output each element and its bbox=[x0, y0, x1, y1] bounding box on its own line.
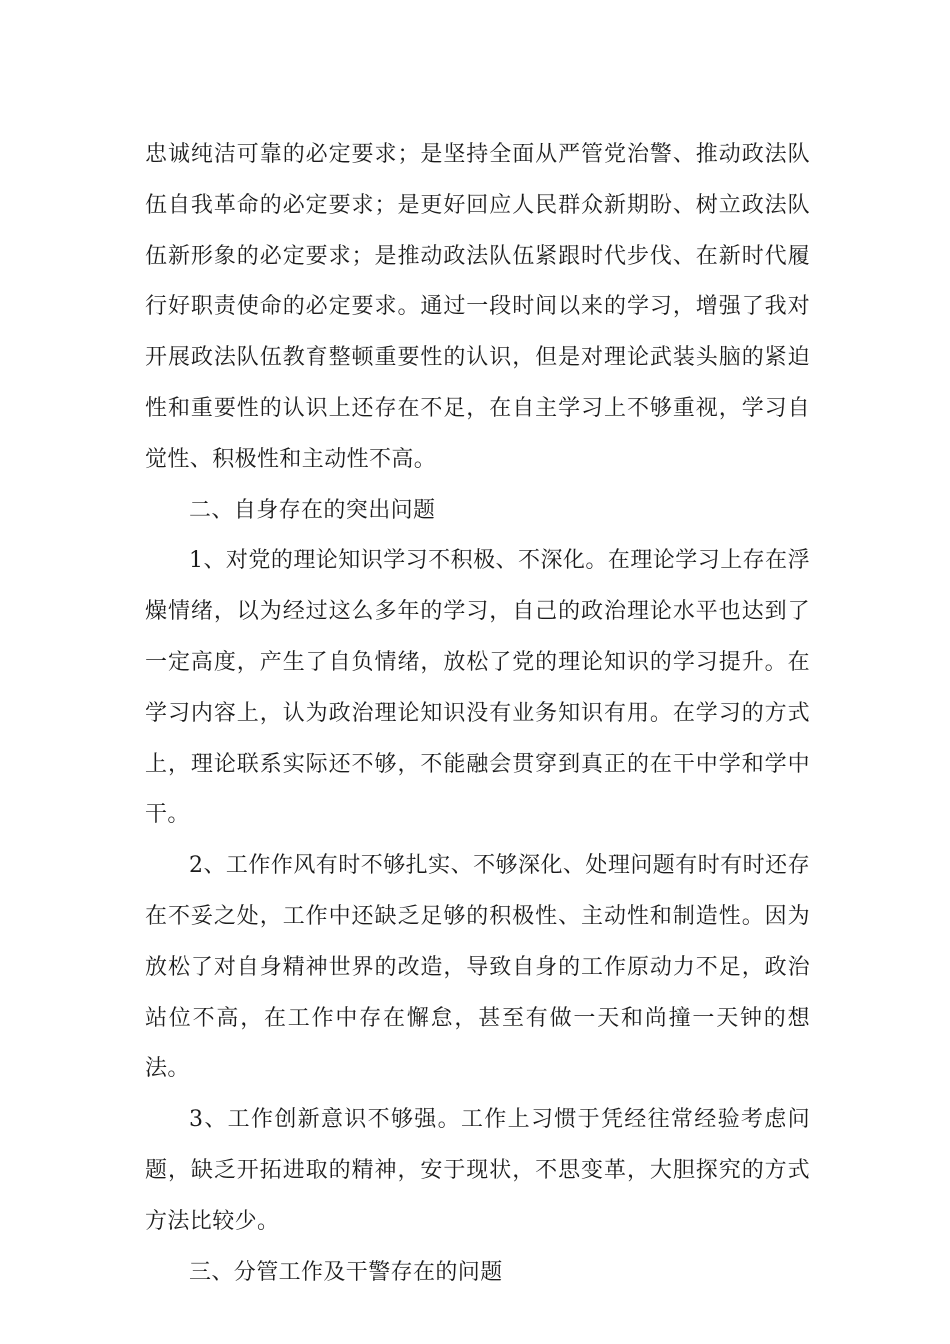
paragraph-item-3: 3、工作创新意识不够强。工作上习惯于凭经往常经验考虑问题，缺乏开拓进取的精神，安于现状，不思变革，大胆探究的方式方法比较少。 bbox=[145, 1107, 810, 1234]
paragraph-item-2: 2、工作作风有时不够扎实、不够深化、处理问题有时有时还存在不妥之处，工作中还缺乏足够的积极性、主动性和制造性。因为放松了对自身精神世界的改造，导致自身的工作原动力不足，政治站位不高，在工作中存在懈怠，甚至有做一天和尚撞一天钟的想法。 bbox=[145, 853, 810, 1082]
paragraph-item-1: 1、对党的理论知识学习不积极、不深化。在理论学习上存在浮燥情绪，以为经过这么多年的学习，自己的政治理论水平也达到了一定高度，产生了自负情绪，放松了党的理论知识的学习提升。在学习内容上，认为政治理论知识没有业务知识有用。在学习的方式上，理论联系实际还不够，不能融会贯穿到真正的在干中学和学中干。 bbox=[145, 548, 810, 828]
section-heading-3: 三、分管工作及干警存在的问题 bbox=[189, 1259, 503, 1285]
document-body bbox=[145, 130, 810, 1298]
paragraph-continued: 忠诚纯洁可靠的必定要求；是坚持全面从严管党治警、推动政法队伍自我革命的必定要求；是更好回应人民群众新期盼、树立政法队伍新形象的必定要求；是推动政法队伍紧跟时代步伐、在新时代履行好职责使命的必定要求。通过一段时间以来的学习，增强了我对开展政法队伍教育整顿重要性的认识，但是对理论武装头脑的紧迫性和重要性的认识上还存在不足，在自主学习上不够重视，学习自觉性、积极性和主动性不高。 bbox=[145, 142, 810, 472]
section-heading-2: 二、自身存在的突出问题 bbox=[189, 497, 436, 523]
